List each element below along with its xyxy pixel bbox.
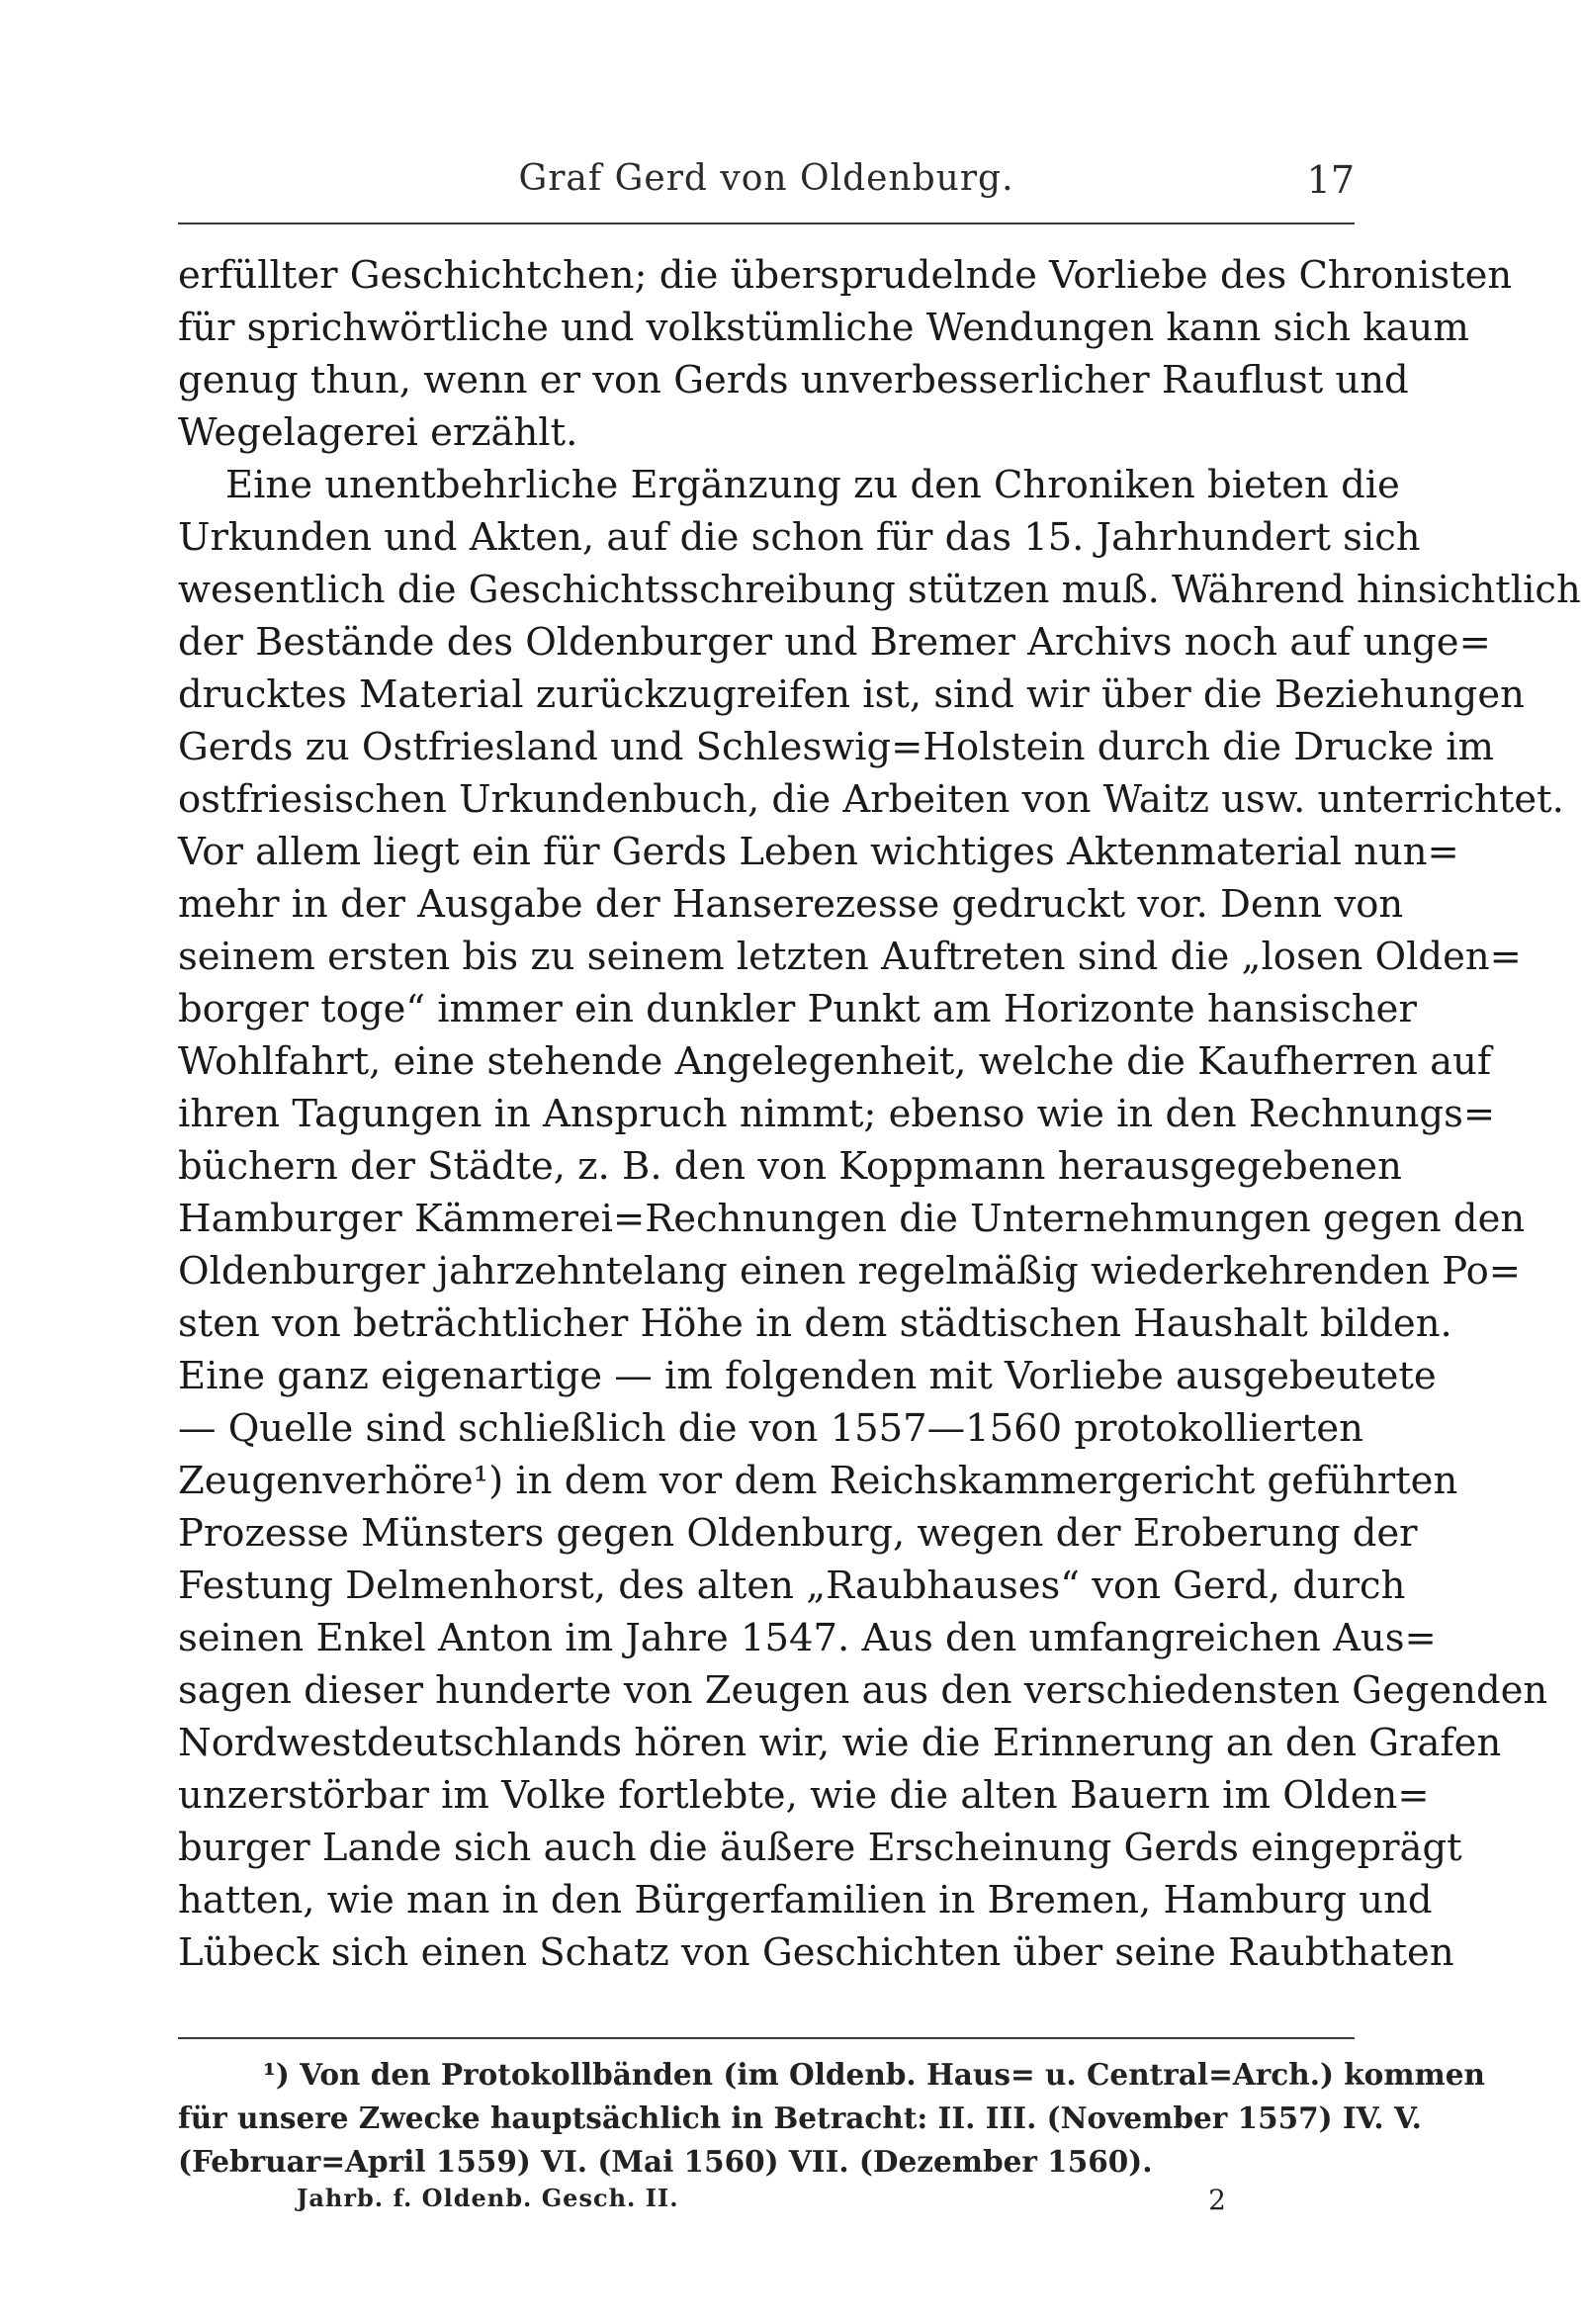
text-line: mehr in der Ausgabe der Hanserezesse gedruckt vor. Denn von — [178, 882, 1404, 927]
text-line: Vor allem liegt ein für Gerds Leben wichtiges Aktenmaterial nun= — [178, 830, 1459, 874]
page-number: 17 — [1306, 158, 1355, 202]
text-line: ostfriesischen Urkundenbuch, die Arbeiten von Waitz usw. unterrichtet. — [178, 777, 1564, 822]
text-line: burger Lande sich auch die äußere Erscheinung Gerds eingeprägt — [178, 1826, 1462, 1870]
footnote-line: für unsere Zwecke hauptsächlich in Betracht: II. III. (November 1557) IV. V. — [178, 2101, 1422, 2135]
text-line: seinen Enkel Anton im Jahre 1547. Aus den umfangreichen Aus= — [178, 1616, 1437, 1660]
text-line: Lübeck sich einen Schatz von Geschichten über seine Raubthaten — [178, 1930, 1454, 1975]
footnote-line: ¹) Von den Protokollbänden (im Oldenb. Haus= u. Central=Arch.) kommen — [263, 2057, 1485, 2092]
text-line: Wohlfahrt, eine stehende Angelegenheit, welche die Kaufherren auf — [178, 1039, 1492, 1084]
text-line: sten von beträchtlicher Höhe in dem städtischen Haushalt bilden. — [178, 1301, 1452, 1346]
text-line: sagen dieser hunderte von Zeugen aus den verschiedensten Gegenden — [178, 1668, 1548, 1713]
text-line: der Bestände des Oldenburger und Bremer Archivs noch auf unge= — [178, 620, 1491, 665]
text-line: Eine unentbehrliche Ergänzung zu den Chroniken bieten die — [225, 463, 1400, 507]
text-line: — Quelle sind schließlich die von 1557—1560 protokollierten — [178, 1406, 1363, 1451]
text-line: Nordwestdeutschlands hören wir, wie die Erinnerung an den Grafen — [178, 1721, 1502, 1765]
text-line: für sprichwörtliche und volkstümliche Wendungen kann sich kaum — [178, 306, 1469, 350]
text-line: wesentlich die Geschichtsschreibung stützen muß. Während hinsichtlich — [178, 568, 1581, 612]
text-line: Zeugenverhöre¹) in dem vor dem Reichskammergericht geführten — [178, 1459, 1458, 1503]
text-line: drucktes Material zurückzugreifen ist, sind wir über die Beziehungen — [178, 672, 1525, 717]
text-line: seinem ersten bis zu seinem letzten Auftreten sind die „losen Olden= — [178, 935, 1522, 979]
text-line: hatten, wie man in den Bürgerfamilien in Bremen, Hamburg und — [178, 1878, 1433, 1922]
text-line: Festung Delmenhorst, des alten „Raubhauses“ von Gerd, durch — [178, 1564, 1406, 1608]
footnote-rule — [178, 2037, 1355, 2039]
running-title: Graf Gerd von Oldenburg. — [518, 158, 1014, 199]
text-line: Prozesse Münsters gegen Oldenburg, wegen der Eroberung der — [178, 1511, 1418, 1556]
text-line: Oldenburger jahrzehntelang einen regelmäßig wiederkehrenden Po= — [178, 1249, 1522, 1294]
signature-line — [297, 2184, 1226, 2227]
body-text — [178, 249, 1581, 1979]
text-line: ihren Tagungen in Anspruch nimmt; ebenso wie in den Rechnungs= — [178, 1092, 1496, 1136]
page-header — [178, 158, 1355, 218]
text-line: borger toge“ immer ein dunkler Punkt am Horizonte hansischer — [178, 987, 1417, 1031]
text-line: Eine ganz eigenartige — im folgenden mit Vorliebe ausgebeutete — [178, 1354, 1437, 1398]
text-line: genug thun, wenn er von Gerds unverbesserlicher Rauflust und — [178, 358, 1409, 402]
header-rule — [178, 223, 1355, 224]
footnote-line: (Februar=April 1559) VI. (Mai 1560) VII. (Dezember 1560). — [178, 2144, 1153, 2179]
text-line: Hamburger Kämmerei=Rechnungen die Unternehmungen gegen den — [178, 1197, 1526, 1241]
text-line: Wegelagerei erzählt. — [178, 410, 578, 455]
text-line: unzerstörbar im Volke fortlebte, wie die alten Bauern im Olden= — [178, 1773, 1430, 1818]
text-line: erfüllter Geschichtchen; die übersprudelnde Vorliebe des Chronisten — [178, 253, 1513, 298]
text-line: Gerds zu Ostfriesland und Schleswig=Holstein durch die Drucke im — [178, 725, 1495, 769]
footnotes — [178, 2053, 1485, 2184]
text-line: büchern der Städte, z. B. den von Koppmann herausgegebenen — [178, 1144, 1402, 1189]
text-line: Urkunden und Akten, auf die schon für das 15. Jahrhundert sich — [178, 515, 1421, 560]
sheet-mark: 2 — [1208, 2184, 1226, 2216]
printer-signature: Jahrb. f. Oldenb. Gesch. II. — [297, 2184, 679, 2212]
